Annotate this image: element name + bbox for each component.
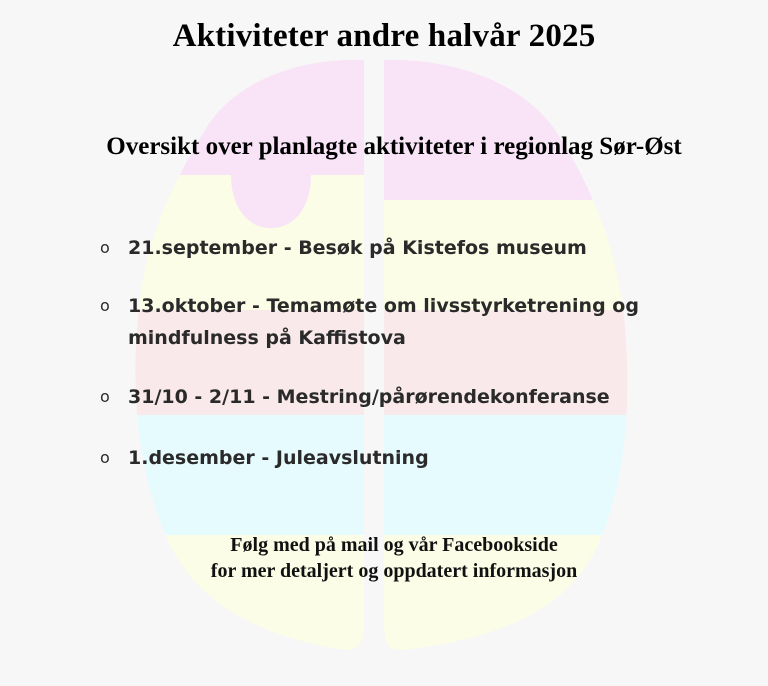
activity-item	[100, 290, 740, 354]
activity-item	[100, 232, 740, 264]
activity-text: 1.desember - Juleavslutning	[128, 447, 429, 469]
activity-item	[100, 381, 740, 413]
activity-text: 31/10 - 2/11 - Mestring/pårørendekonferanse	[128, 386, 610, 408]
activity-text: 21.september - Besøk på Kistefos museum	[128, 237, 587, 259]
activity-text-line: 13.oktober - Temamøte om livsstyrketrening og	[128, 295, 639, 317]
bullet-circle-icon: o	[100, 238, 110, 257]
activity-text	[128, 290, 728, 354]
page-subtitle: Oversikt over planlagte aktiviteter i regionlag Sør-Øst	[106, 133, 682, 160]
footer-note	[0, 532, 768, 584]
bullet-circle-icon: o	[100, 296, 110, 315]
activity-item	[100, 442, 740, 474]
bullet-circle-icon: o	[100, 448, 110, 467]
footer-line: Følg med på mail og vår Facebookside	[230, 534, 558, 556]
activity-text-line: mindfulness på Kaffistova	[128, 327, 406, 349]
page-title: Aktiviteter andre halvår 2025	[172, 18, 596, 54]
footer-line: for mer detaljert og oppdatert informasjon	[210, 560, 578, 582]
bullet-circle-icon: o	[100, 387, 110, 406]
